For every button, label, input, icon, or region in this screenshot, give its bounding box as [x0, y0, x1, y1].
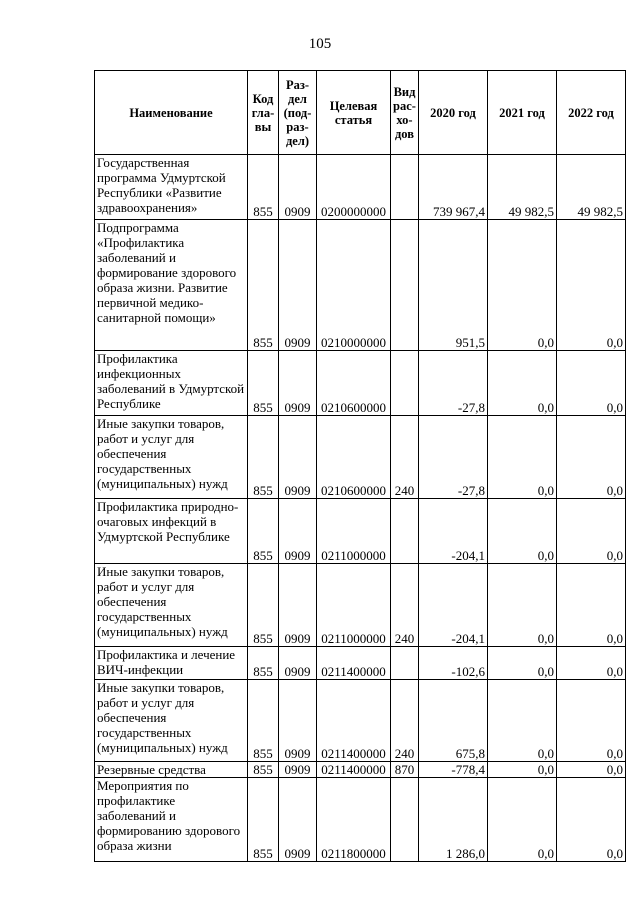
row-section: 0909	[279, 155, 317, 220]
row-expense-type	[391, 499, 419, 564]
row-expense-type	[391, 647, 419, 680]
row-section: 0909	[279, 351, 317, 416]
table-row	[95, 564, 626, 647]
row-2021: 0,0	[488, 499, 557, 564]
header-expense-type: Вид рас- хо- дов	[391, 71, 419, 155]
row-section: 0909	[279, 416, 317, 499]
row-2020: -778,4	[419, 762, 488, 778]
row-name: Мероприятия по профилактике заболеваний и формированию здорового образа жизни	[95, 778, 248, 862]
row-2021: 49 982,5	[488, 155, 557, 220]
row-chapter-code: 855	[248, 220, 279, 351]
table-row	[95, 680, 626, 762]
header-section: Раз- дел (под- раз- дел)	[279, 71, 317, 155]
row-2021: 0,0	[488, 220, 557, 351]
row-target: 0211000000	[317, 564, 391, 647]
row-target: 0210600000	[317, 416, 391, 499]
row-2021: 0,0	[488, 564, 557, 647]
header-target: Целевая статья	[317, 71, 391, 155]
row-section: 0909	[279, 762, 317, 778]
row-section: 0909	[279, 220, 317, 351]
row-2021: 0,0	[488, 762, 557, 778]
row-section: 0909	[279, 680, 317, 762]
row-section: 0909	[279, 778, 317, 862]
row-target: 0211800000	[317, 778, 391, 862]
table-body	[95, 155, 626, 862]
row-expense-type: 240	[391, 564, 419, 647]
row-section: 0909	[279, 499, 317, 564]
row-section: 0909	[279, 564, 317, 647]
row-2020: -27,8	[419, 351, 488, 416]
row-name: Иные закупки товаров, работ и услуг для обеспечения государственных (муниципальных) нужд	[95, 416, 248, 499]
row-2020: 739 967,4	[419, 155, 488, 220]
row-2020: -204,1	[419, 564, 488, 647]
row-name: Иные закупки товаров, работ и услуг для обеспечения государственных (муниципальных) нужд	[95, 564, 248, 647]
header-year-2021: 2021 год	[488, 71, 557, 155]
row-2022: 0,0	[557, 647, 626, 680]
row-name: Подпрограмма «Профилактика заболеваний и формирование здорового образа жизни. Развитие первичной медико-санитарной помощи»	[95, 220, 248, 351]
budget-table	[94, 70, 626, 862]
table-row	[95, 351, 626, 416]
row-2022: 0,0	[557, 564, 626, 647]
table-row	[95, 499, 626, 564]
row-target: 0211400000	[317, 647, 391, 680]
row-expense-type	[391, 778, 419, 862]
row-name: Иные закупки товаров, работ и услуг для обеспечения государственных (муниципальных) нужд	[95, 680, 248, 762]
row-name: Профилактика природно-очаговых инфекций в Удмуртской Республике	[95, 499, 248, 564]
row-2020: 1 286,0	[419, 778, 488, 862]
row-2021: 0,0	[488, 680, 557, 762]
page-number: 105	[308, 36, 332, 52]
row-name: Профилактика и лечение ВИЧ-инфекции	[95, 647, 248, 680]
row-2022: 0,0	[557, 351, 626, 416]
row-chapter-code: 855	[248, 416, 279, 499]
row-2022: 0,0	[557, 220, 626, 351]
table-row	[95, 647, 626, 680]
row-2022: 49 982,5	[557, 155, 626, 220]
row-2020: -27,8	[419, 416, 488, 499]
row-chapter-code: 855	[248, 499, 279, 564]
row-2020: -204,1	[419, 499, 488, 564]
row-chapter-code: 855	[248, 680, 279, 762]
row-target: 0211000000	[317, 499, 391, 564]
row-expense-type	[391, 351, 419, 416]
row-target: 0210600000	[317, 351, 391, 416]
row-name: Государственная программа Удмуртской Республики «Развитие здравоохранения»	[95, 155, 248, 220]
row-expense-type: 870	[391, 762, 419, 778]
table-header-row	[95, 71, 626, 155]
header-year-2020: 2020 год	[419, 71, 488, 155]
row-2021: 0,0	[488, 351, 557, 416]
row-target: 0200000000	[317, 155, 391, 220]
row-2022: 0,0	[557, 680, 626, 762]
row-expense-type: 240	[391, 416, 419, 499]
row-name: Профилактика инфекционных заболеваний в Удмуртской Республике	[95, 351, 248, 416]
row-target: 0211400000	[317, 762, 391, 778]
table-row	[95, 220, 626, 351]
header-name: Наименование	[95, 71, 248, 155]
row-expense-type	[391, 220, 419, 351]
row-chapter-code: 855	[248, 647, 279, 680]
row-2020: 675,8	[419, 680, 488, 762]
row-2022: 0,0	[557, 778, 626, 862]
row-2020: 951,5	[419, 220, 488, 351]
row-2022: 0,0	[557, 762, 626, 778]
row-chapter-code: 855	[248, 155, 279, 220]
row-2020: -102,6	[419, 647, 488, 680]
row-expense-type: 240	[391, 680, 419, 762]
table-row	[95, 762, 626, 778]
row-2021: 0,0	[488, 778, 557, 862]
header-chapter-code: Код гла- вы	[248, 71, 279, 155]
row-chapter-code: 855	[248, 778, 279, 862]
table-row	[95, 416, 626, 499]
row-expense-type	[391, 155, 419, 220]
row-chapter-code: 855	[248, 564, 279, 647]
row-target: 0211400000	[317, 680, 391, 762]
row-target: 0210000000	[317, 220, 391, 351]
row-section: 0909	[279, 647, 317, 680]
row-name: Резервные средства	[95, 762, 248, 778]
row-2021: 0,0	[488, 416, 557, 499]
row-2022: 0,0	[557, 499, 626, 564]
row-2022: 0,0	[557, 416, 626, 499]
table-row	[95, 778, 626, 862]
table-row	[95, 155, 626, 220]
row-chapter-code: 855	[248, 762, 279, 778]
row-2021: 0,0	[488, 647, 557, 680]
row-chapter-code: 855	[248, 351, 279, 416]
header-year-2022: 2022 год	[557, 71, 626, 155]
